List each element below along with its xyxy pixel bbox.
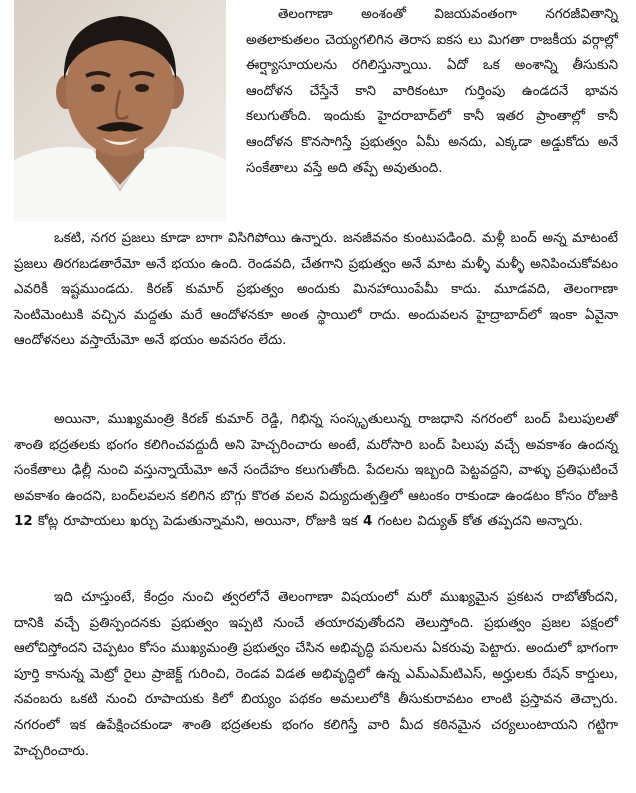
- crore-amount: 12: [14, 514, 33, 530]
- paragraph-2: ఒకటి, నగర ప్రజలు కూడా బాగా విసిగిపోయి ఉన్నారు. జనజీవనం కుంటుపడింది. మళ్లీ బంద్ అన్న మాటంటే ప్రజలు తిరగబడతారేమో అనే భయం ఉంది. రెండవది, చేతగాని ప్రభుత్వం అనే మాట మళ్ళీ మళ్ళీ అనిపించుకోవటం ఎవరికీ ఇష్టముండదు. కిరణ్ కుమార్ ప్రభుత్వం అందుకు మినహాయింపేమీ కాదు. మూడవది, తెలంగాణా సెంటిమెంటుకి వచ్చిన మద్దతు మరే ఆందోళనకూ అంత స్థాయిలో రాదు. అందువలన హైద్రాబాద్‌లో ఇంకా ఏవైనా ఆందోళనలు వస్తాయేమో అనే భయం అవసరం లేదు.: [14, 231, 618, 349]
- portrait-illustration: [14, 0, 226, 222]
- hours-amount: 4: [363, 514, 373, 530]
- paragraph-3-part-a: అయినా, ముఖ్యమంత్రి కిరణ్ కుమార్ రెడ్డి, గిభిన్న సంస్కృతులున్న రాజధాని నగరంలో బంద్ పిలుపులతో శాంతి భద్రతలకు భంగం కలిగించవద్దుదీ అని హెచ్చరించారు అంటే, మరోసారి బంద్ పిలుపు వచ్చే అవకాశం ఉందన్న సంకేతాలు ఢిల్లీ నుంచి వస్తున్నాయేమో అనే సందేహం కలుగుతోంది. పేదలను ఇబ్బంది పెట్టవద్దని, వాళ్ళు ప్రతిఘటించే అవకాశం ఉందని, బంద్‌లవలన కలిగిన బొగ్గు కొరత వలన విద్యుదుత్పత్తిలో ఆటంకం రాకుండా ఉండటం కోసం రోజుకి: [14, 412, 618, 504]
- portrait-photo: [14, 0, 226, 222]
- paragraph-1: తెలంగాణా అంశంతో విజయవంతంగా నగరజీవితాన్ని అతలాకుతలం చెయ్యగలిగిన తెరాస ఐకస లు మిగతా రాజకీయ వర్గాల్లో ఈర్ష్యాసూయలను రగిలిస్తున్నాయి. ఏదో ఒక అంశాన్ని తీసుకుని ఆందోళన చేస్తేనే కాని వారికంటూ గుర్తింపు ఉండదనే భావన కలుగుతోంది. ఇందుకు హైదరాబాద్‌లో కానీ ఇతర ప్రాంతాల్లో కానీ ఆందోళన కొనసాగిస్తే ప్రభుత్వం ఏమీ అనదు, ఎక్కడా అడ్డుకోదు అనే సంకేతాలు వస్తే అది తప్పే అవుతుంది.: [246, 7, 618, 176]
- paragraph-3-part-b: కోట్ల రూపాయలు ఖర్చు పెడుతున్నామని, అయినా, రోజుకి ఇక: [37, 514, 358, 530]
- paragraph-4: ఇది చూస్తుంటే, కేంద్రం నుంచి త్వరలోనే తెలంగాణా విషయంలో మరో ముఖ్యమైన ప్రకటన రాబోతోందని, దానికి వచ్చే ప్రతిస్పందనకు ప్రభుత్వం ఇప్పటి నుంచే తయారవుతోందని తెలుస్తోంది. ప్రభుత్వం ప్రజల పక్షంలో ఆలోచిస్తోందని చెప్పటం కోసం ముఖ్యమంత్రి ప్రభుత్వం చేసిన అభివృద్ధి పనులను ఏకరువు పెట్టారు. అందులో భాగంగా పూర్తి కానున్న మెట్రో రైలు ప్రాజెక్ట్ గురించి, రెండవ విడత అభివృద్ధిలో ఉన్న ఎమ్ఎమ్‌టిఎస్, అర్హులకు రేషన్ కార్డులు, నవంబరు ఒకటి నుంచి రూపాయకు కిలో బియ్యం పథకం అమలులోకి తీసుకురావటం లాంటి ప్రస్తావన తెచ్చారు. నగరంలో ఇక ఉపేక్షించకుండా శాంతి భద్రతలకు భంగం కలిగిస్తే వారి మీద కఠినమైన చర్యలుంటాయని గట్టిగా హెచ్చరించారు.: [14, 590, 618, 759]
- paragraph-3-part-c: గంటల విద్యుత్ కోత తప్పదని అన్నారు.: [377, 514, 583, 530]
- paragraph-3: [14, 407, 618, 535]
